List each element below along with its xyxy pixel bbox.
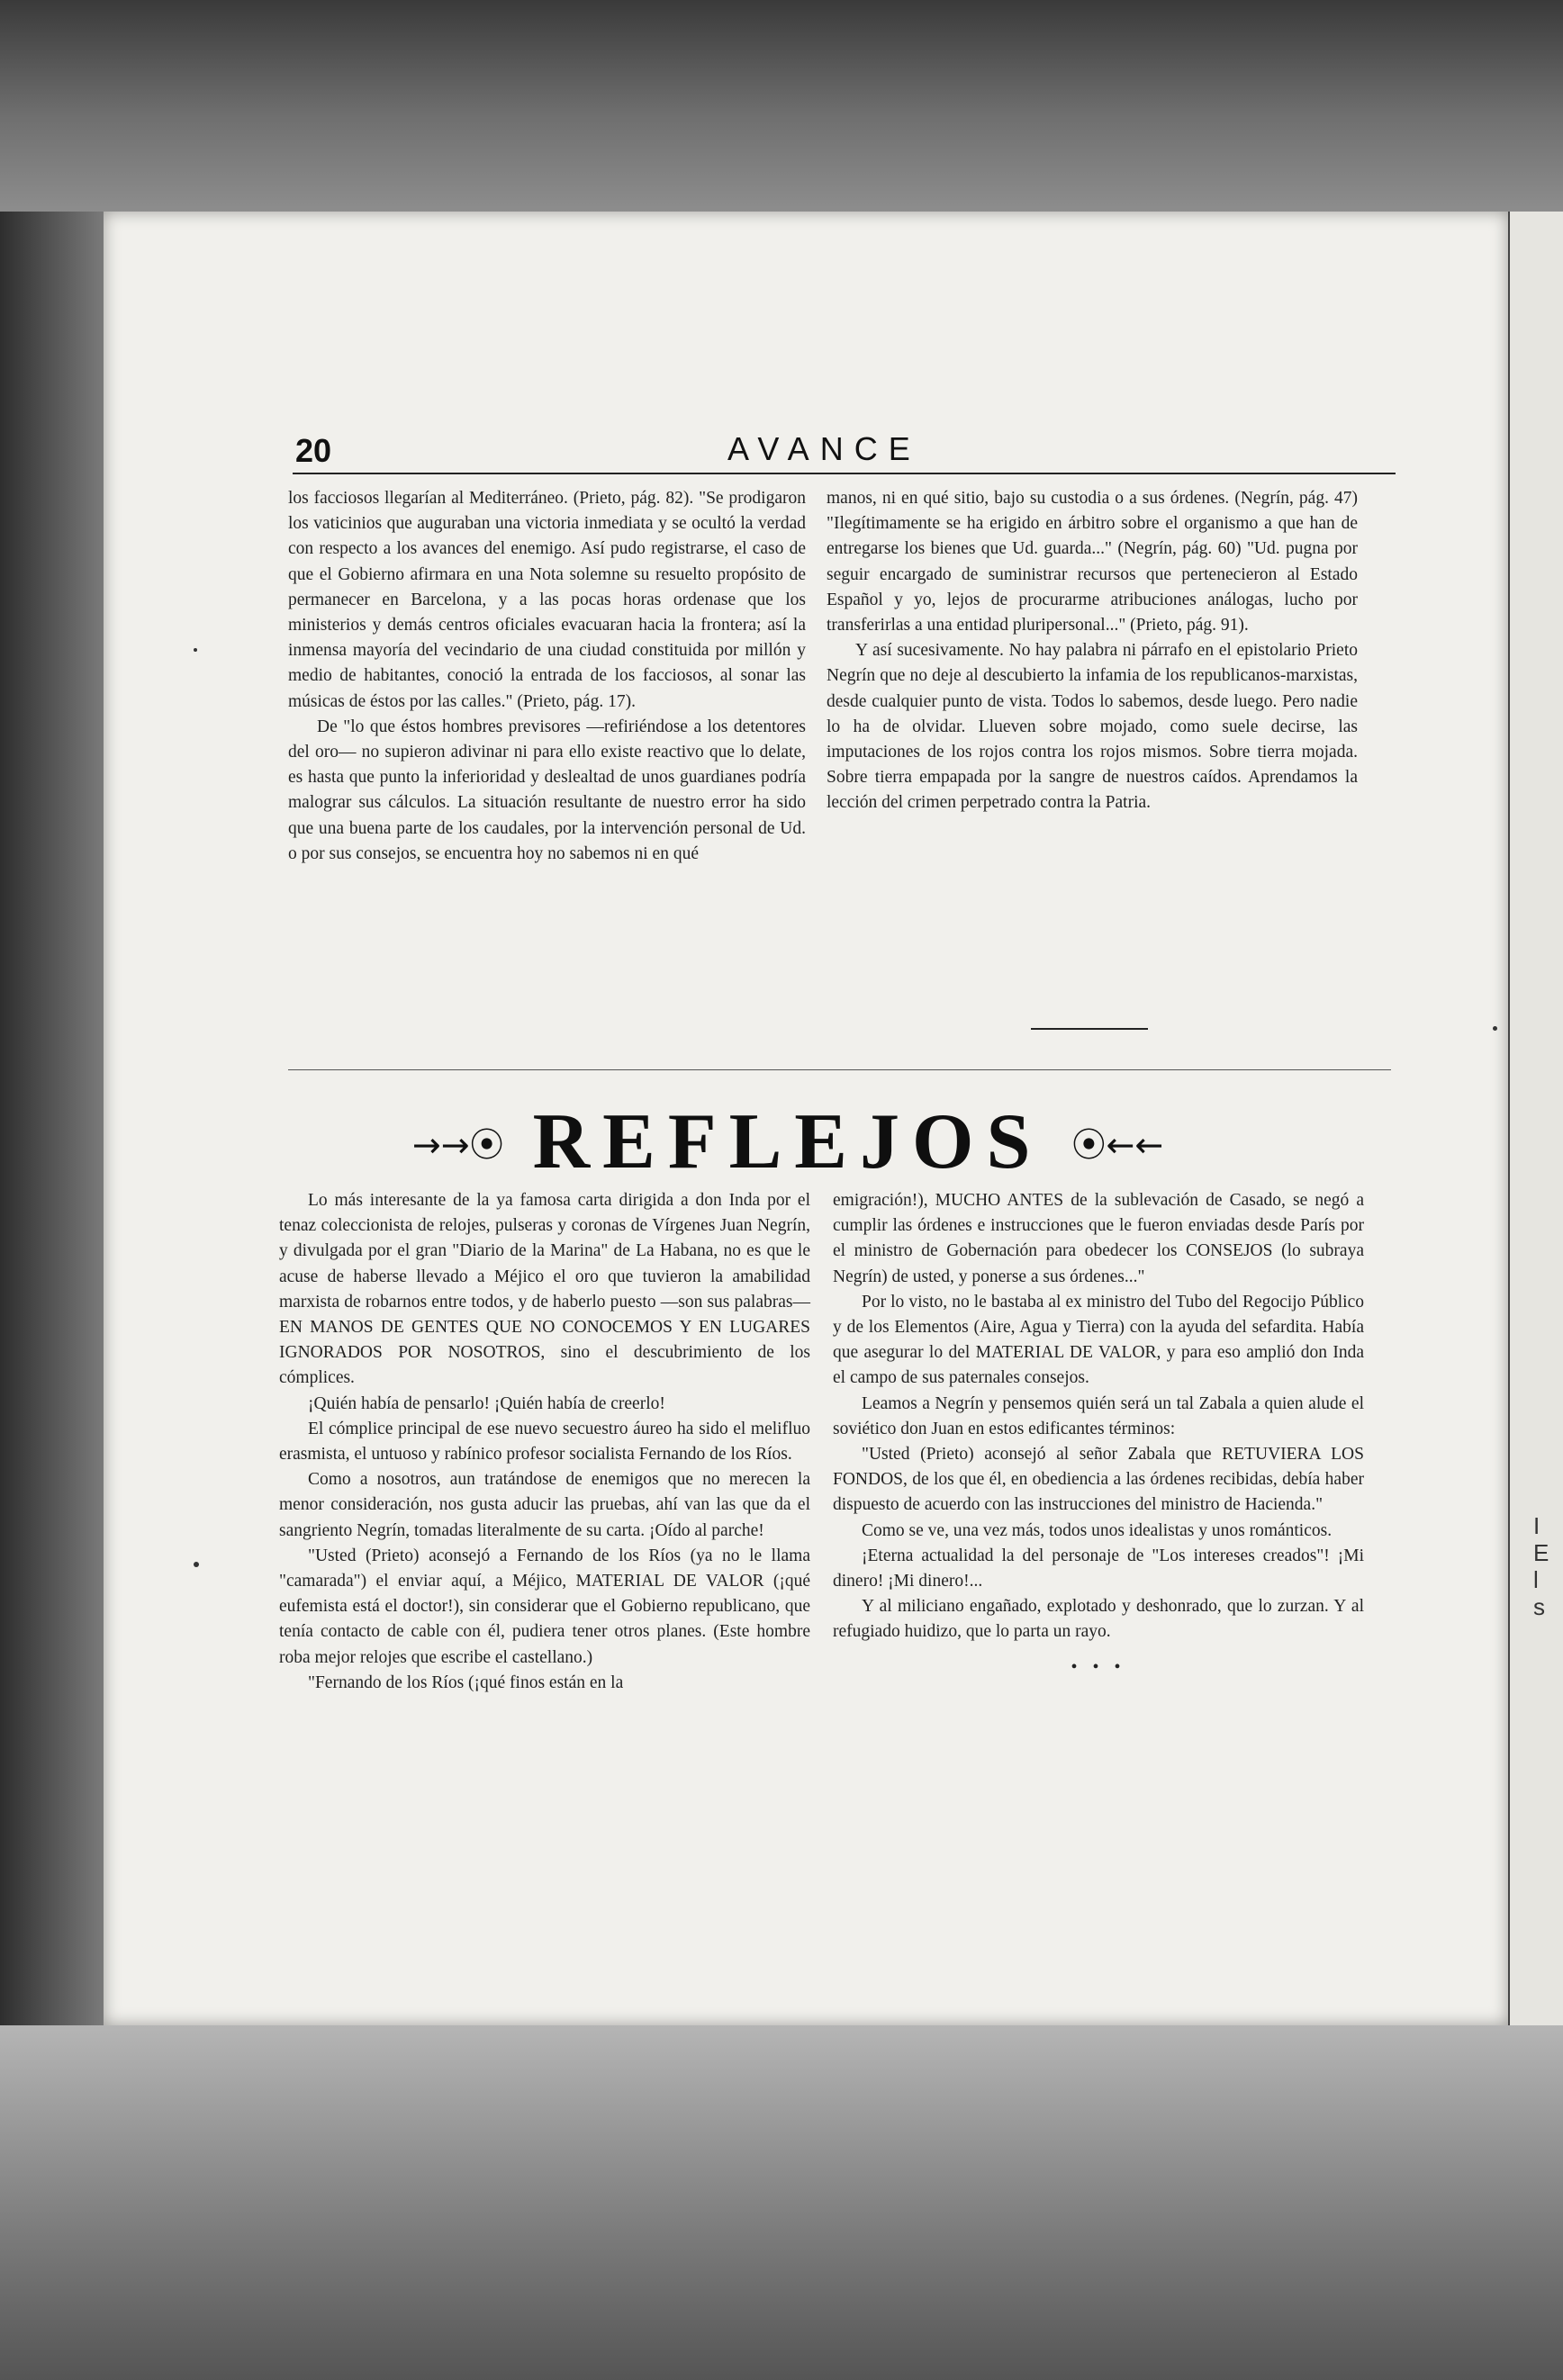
next-page-letter: E [1533,1539,1549,1566]
right-ornament-icon: ⦿←← [1071,1125,1164,1165]
paragraph: "Usted (Prieto) aconsejó a Fernando de los Ríos (ya no le llama "camarada") el enviar aquí, a Méjico, MATERIAL DE VALOR (¡qué eufemista está el doctor!), sin considerar que el Gobierno republicano, que tenía contacto de cable con él, pudiera tener otros planes. (Este hombre roba mejor relojes que escribe el castellano.) [279,1546,810,1667]
paragraph: Como a nosotros, aun tratándose de enemigos que no merecen la menor consideración, nos gusta aducir las pruebas, ahí van las que da el sangriento Negrín, tomadas literalmente de su carta. ¡Oído al parche! [279,1470,810,1540]
paragraph: De "lo que éstos hombres previsores —refiriéndose a los detentores del oro— no supieron adivinar ni para ello existe reactivo que lo delate, es hasta que punto la inferioridad y deslealtad de unos guardianes podría malograr sus cálculos. La situación resultante de nuestro error ha sido que una buena parte de los caudales, por la intervención personal de Ud. o por sus consejos, se encuentra hoy no sabemos ni en qué [288,717,806,863]
paragraph: "Fernando de los Ríos (¡qué finos están en la [308,1672,624,1692]
next-page-letter: I [1533,1512,1540,1539]
paragraph: Y al miliciano engañado, explotado y deshonrado, que lo zurzan. Y al refugiado huidizo, que lo parta un rayo. [833,1597,1364,1642]
left-ornament-icon: →→⦿ [411,1125,504,1165]
page-number: 20 [295,432,332,469]
paragraph: Lo más interesante de la ya famosa carta dirigida a don Inda por el tenaz coleccionista de relojes, pulseras y coronas de Vírgenes Juan Negrín, y divulgada por el gran "Diario de la Marina" de La Habana, no es que le acuse de haberse llevado a Méjico el oro que tuvieron la amabilidad marxista de robarnos entre todos, y de haberlo puesto —son sus palabras— EN MANOS DE GENTES QUE NO CONOCEMOS Y EN LUGARES IGNORADOS POR NOSOTROS, sino el descubrimiento de los cómplices. [279,1191,810,1388]
bottom-right-column [833,1188,1364,1680]
end-mark: • • • [1071,1656,1126,1677]
paragraph: Por lo visto, no le bastaba al ex ministro del Tubo del Regocijo Público y de los Elementos (Aire, Agua y Tierra) con la ayuda del sefardita. Había que asegurar lo del MATERIAL DE VALOR, y para eso amplió don Inda el campo de sus paternales consejos. [833,1292,1364,1388]
article-end-rule [1031,1028,1148,1030]
top-right-column [827,486,1358,816]
paragraph: El cómplice principal de ese nuevo secuestro áureo ha sido el melifluo erasmista, el untuoso y rabínico profesor socialista Fernando de los Ríos. [279,1419,810,1465]
header-rule [293,473,1396,474]
paragraph: ¡Eterna actualidad la del personaje de "Los intereses creados"! ¡Mi dinero! ¡Mi dinero!... [833,1546,1364,1591]
paragraph: Como se ve, una vez más, todos unos idealistas y unos románticos. [862,1520,1333,1540]
next-page-edge [1508,212,1563,2025]
paragraph: Y así sucesivamente. No hay palabra ni párrafo en el epistolario Prieto Negrín que no deje al descubierto la infamia de los republicanos-marxistas, desde cualquier punto de vista. Todos lo sabemos, desde luego. Pero nadie lo ha de olvidar. Llueven sobre mojado, como suele decirse, las imputaciones de los rojos contra los rojos mismos. Sobre tierra mojada. Sobre tierra empapada por la sangre de nuestros caídos. Aprendamos la lección del crimen perpetrado contra la Patria. [827,641,1358,813]
next-page-letter: l [1533,1566,1539,1593]
next-page-letter: s [1533,1593,1545,1620]
bottom-left-column [279,1188,810,1696]
paragraph: manos, ni en qué sitio, bajo su custodia o a sus órdenes. (Negrín, pág. 47) "Ilegítimamente se ha erigido en árbitro sobre el organismo a que han de entregarse los bienes que Ud. guarda..." (Negrín, pág. 60) "Ud. pugna por seguir encargado de suministrar recursos que pertenecieron al Estado Español y yo, lejos de procurarme atribuciones análogas, lucho por transferirlas a una entidad pluripersonal..." (Prieto, pág. 91). [827,489,1358,636]
paragraph: los facciosos llegarían al Mediterráneo. (Prieto, pág. 82). "Se prodigaron los vaticinios que auguraban una victoria inmediata y se ocultó la verdad con respecto a los avances del enemigo. Así pudo registrarse, el caso de que el Gobierno afirmara en una Nota solemne su resuelto propósito de permanecer en Barcelona, y a las pocas horas ordenase que los ministerios y demás centros oficiales evacuaran hacia la frontera; así la inmensa mayoría del vecindario de una ciudad constituida por millón y medio de habitantes, conoció la entrada de los facciosos, al sonar las músicas de éstos por las calles." (Prieto, pág. 17). [288,489,806,711]
top-left-column [288,486,806,867]
section-divider [288,1069,1391,1070]
scan-speck [1493,1026,1497,1031]
magazine-title: AVANCE [727,430,921,467]
paragraph: "Usted (Prieto) aconsejó al señor Zabala que RETUVIERA LOS FONDOS, de los que él, en obediencia a las órdenes recibidas, debía haber dispuesto de acuerdo con las instrucciones del ministro de Hacienda." [833,1445,1364,1515]
paragraph: ¡Quién había de pensarlo! ¡Quién había de creerlo! [308,1393,665,1413]
scan-speck [194,1562,199,1567]
paragraph: Leamos a Negrín y pensemos quién será un tal Zabala a quien alude el soviético don Juan en estos edificantes términos: [833,1393,1364,1438]
paragraph: emigración!), MUCHO ANTES de la sublevación de Casado, se negó a cumplir las órdenes e instrucciones que le fueron enviadas desde París por el ministro de Gobernación para obedecer los CONSEJOS (lo subraya Negrín) de usted, y ponerse a sus órdenes..." [833,1191,1364,1286]
section-title: REFLEJOS [532,1098,1044,1185]
scan-speck [194,648,197,652]
scan-background-top [0,0,1563,212]
scan-background-bottom [0,2025,1563,2380]
section-heading [270,1096,1306,1195]
